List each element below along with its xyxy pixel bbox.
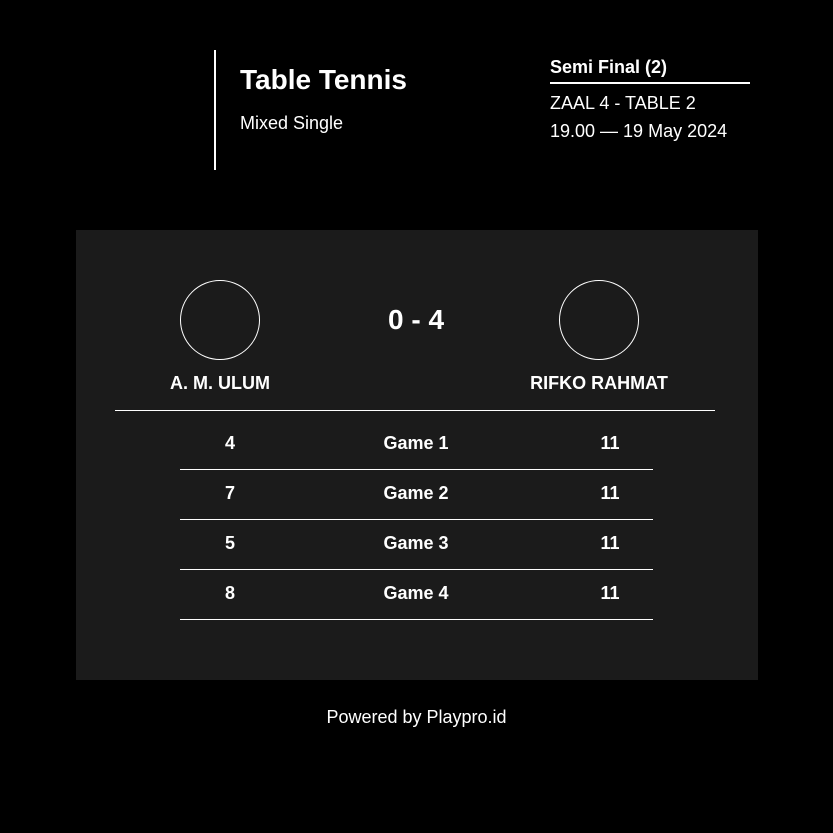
datetime-label: 19.00 — 19 May 2024	[550, 121, 728, 141]
category-label: Mixed Single	[240, 113, 344, 133]
game-row	[180, 420, 653, 470]
game-row	[180, 470, 653, 520]
game-right-score: 11	[600, 533, 620, 553]
footer-credit: Powered by Playpro.id	[326, 707, 507, 727]
round-underline	[550, 82, 750, 84]
game-label: Game 2	[383, 483, 449, 503]
overall-score: 0 - 4	[387, 304, 445, 335]
game-label: Game 3	[383, 533, 449, 553]
game-right-score: 11	[600, 483, 620, 503]
venue-label: ZAAL 4 - TABLE 2	[550, 93, 696, 113]
sport-title: Table Tennis	[240, 64, 407, 95]
game-label: Game 1	[383, 433, 449, 453]
header-divider-line	[214, 50, 216, 170]
game-label: Game 4	[383, 583, 449, 603]
game-left-score: 7	[224, 483, 235, 503]
games-list	[180, 420, 653, 620]
game-left-score: 5	[224, 533, 235, 553]
game-left-score: 8	[224, 583, 235, 603]
player-left-avatar	[180, 280, 260, 360]
round-label: Semi Final (2)	[550, 57, 668, 77]
game-right-score: 11	[600, 583, 620, 603]
game-left-score: 4	[224, 433, 235, 453]
scoreboard-card	[76, 230, 758, 680]
game-row	[180, 520, 653, 570]
game-row	[180, 570, 653, 620]
player-left-name: A. M. ULUM	[170, 373, 270, 393]
player-right-avatar	[559, 280, 639, 360]
player-right-name: RIFKO RAHMAT	[530, 373, 668, 393]
players-divider	[115, 410, 715, 411]
game-right-score: 11	[600, 433, 620, 453]
